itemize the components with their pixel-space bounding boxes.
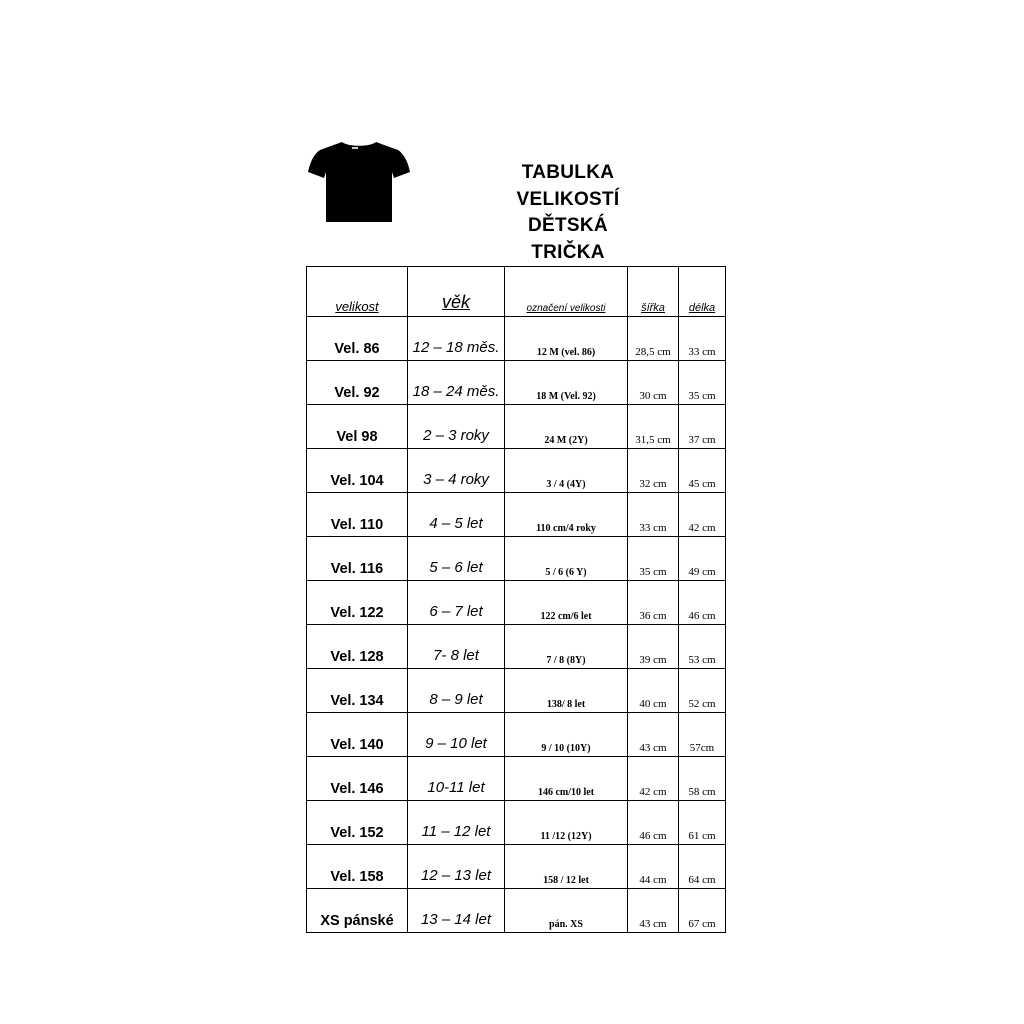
table-row [307,449,726,493]
cell-size: Vel. 134 [307,669,408,713]
cell-size: Vel 98 [307,405,408,449]
cell-size: Vel. 110 [307,493,408,537]
cell-size-label: 9 / 10 (10Y) [505,713,628,757]
table-row [307,669,726,713]
cell-length: 33 cm [679,317,726,361]
cell-size: Vel. 122 [307,581,408,625]
table-row [307,405,726,449]
cell-age: 10-11 let [408,757,505,801]
cell-length: 61 cm [679,801,726,845]
cell-size-label: 110 cm/4 roky [505,493,628,537]
table-row [307,713,726,757]
table-row [307,625,726,669]
cell-length: 58 cm [679,757,726,801]
cell-size: Vel. 86 [307,317,408,361]
cell-width: 31,5 cm [628,405,679,449]
cell-size-label: 138/ 8 let [505,669,628,713]
cell-length: 57cm [679,713,726,757]
cell-width: 32 cm [628,449,679,493]
table-row [307,889,726,933]
cell-size: Vel. 152 [307,801,408,845]
cell-size-label: 158 / 12 let [505,845,628,889]
table-row [307,581,726,625]
cell-size-label: 18 M (Vel. 92) [505,361,628,405]
cell-age: 12 – 13 let [408,845,505,889]
cell-size-label: 3 / 4 (4Y) [505,449,628,493]
header-size-label: označení velikosti [505,267,628,317]
cell-size: Vel. 116 [307,537,408,581]
title-line-2: VELIKOSTÍ [516,188,620,210]
size-table [306,266,726,933]
cell-age: 4 – 5 let [408,493,505,537]
table-row [307,757,726,801]
title-line-1: TABULKA [521,162,615,183]
cell-size-label: 146 cm/10 let [505,757,628,801]
cell-length: 53 cm [679,625,726,669]
cell-width: 33 cm [628,493,679,537]
cell-width: 40 cm [628,669,679,713]
table-row [307,361,726,405]
header-width: šířka [628,267,679,317]
cell-width: 28,5 cm [628,317,679,361]
cell-age: 13 – 14 let [408,889,505,933]
cell-age: 6 – 7 let [408,581,505,625]
cell-age: 9 – 10 let [408,713,505,757]
cell-size-label: 122 cm/6 let [505,581,628,625]
cell-age: 11 – 12 let [408,801,505,845]
tshirt-icon [306,138,412,226]
header-age: věk [408,267,505,317]
cell-length: 64 cm [679,845,726,889]
cell-width: 39 cm [628,625,679,669]
cell-width: 46 cm [628,801,679,845]
cell-length: 35 cm [679,361,726,405]
cell-size: Vel. 128 [307,625,408,669]
cell-age: 7- 8 let [408,625,505,669]
cell-size: Vel. 146 [307,757,408,801]
cell-length: 37 cm [679,405,726,449]
page-title [470,160,666,266]
cell-length: 67 cm [679,889,726,933]
header-length: délka [679,267,726,317]
cell-length: 45 cm [679,449,726,493]
cell-size-label: pán. XS [505,889,628,933]
cell-age: 2 – 3 roky [408,405,505,449]
cell-length: 46 cm [679,581,726,625]
cell-size-label: 12 M (vel. 86) [505,317,628,361]
cell-length: 49 cm [679,537,726,581]
cell-width: 30 cm [628,361,679,405]
cell-size-label: 11 /12 (12Y) [505,801,628,845]
cell-width: 44 cm [628,845,679,889]
title-line-4: TRIČKA [531,241,605,263]
cell-size-label: 24 M (2Y) [505,405,628,449]
cell-width: 36 cm [628,581,679,625]
table-row [307,801,726,845]
cell-size: Vel. 104 [307,449,408,493]
table-header-row [307,267,726,317]
header-size: velikost [307,267,408,317]
cell-age: 8 – 9 let [408,669,505,713]
table-row [307,537,726,581]
cell-width: 35 cm [628,537,679,581]
cell-size-label: 5 / 6 (6 Y) [505,537,628,581]
table-row [307,845,726,889]
table-row [307,317,726,361]
title-line-3: DĚTSKÁ [528,215,608,236]
cell-width: 43 cm [628,713,679,757]
cell-age: 5 – 6 let [408,537,505,581]
cell-length: 52 cm [679,669,726,713]
cell-size: Vel. 92 [307,361,408,405]
cell-width: 43 cm [628,889,679,933]
cell-width: 42 cm [628,757,679,801]
cell-size: Vel. 140 [307,713,408,757]
cell-age: 12 – 18 měs. [408,317,505,361]
cell-length: 42 cm [679,493,726,537]
cell-age: 3 – 4 roky [408,449,505,493]
cell-size: XS pánské [307,889,408,933]
cell-size-label: 7 / 8 (8Y) [505,625,628,669]
cell-size: Vel. 158 [307,845,408,889]
cell-age: 18 – 24 měs. [408,361,505,405]
table-row [307,493,726,537]
